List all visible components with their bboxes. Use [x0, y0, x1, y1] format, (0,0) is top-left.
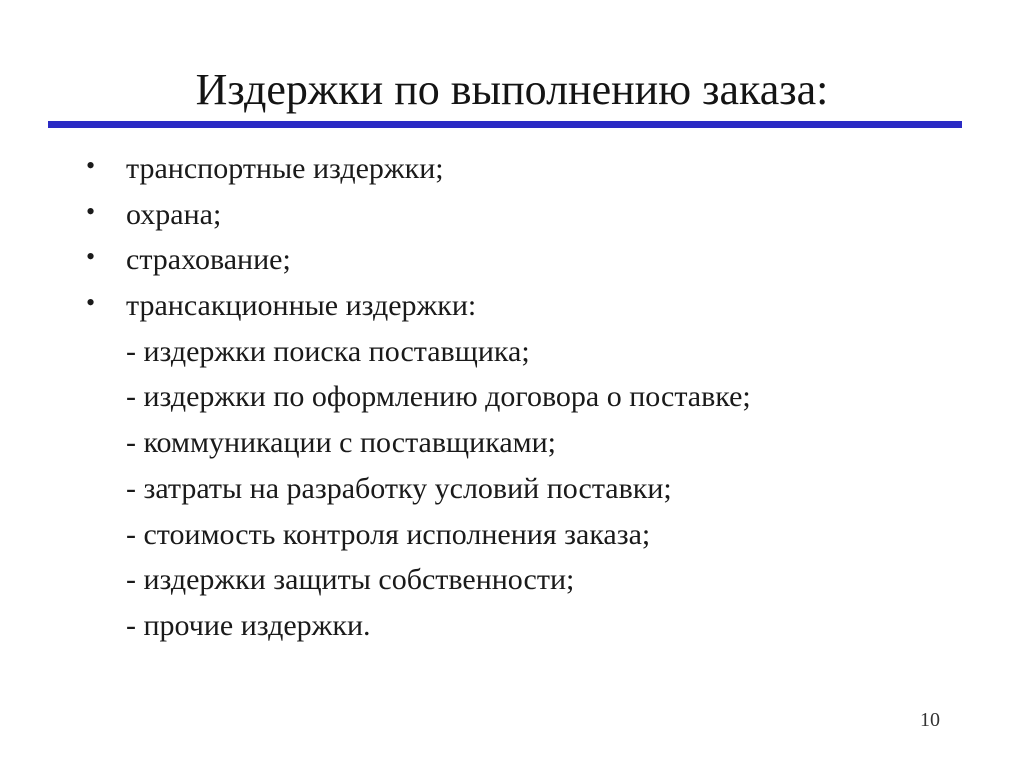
- sub-list-item: [0, 374, 1024, 420]
- slide-title: Издержки по выполнению заказа:: [195, 65, 829, 114]
- sub-list-item: [0, 512, 1024, 558]
- bullet-icon: •: [86, 242, 96, 272]
- sub-item-text: - прочие издержки.: [126, 608, 371, 642]
- page-number: 10: [920, 709, 940, 731]
- bullet-text: трансакционные издержки:: [126, 289, 477, 323]
- list-item: [0, 192, 1024, 238]
- list-item: [0, 237, 1024, 283]
- bullet-text: охрана;: [126, 197, 222, 231]
- sub-item-text: - стоимость контроля исполнения заказа;: [126, 517, 651, 551]
- list-item: [0, 283, 1024, 329]
- sub-item-text: - издержки защиты собственности;: [126, 563, 575, 597]
- bullet-icon: •: [86, 151, 96, 180]
- bullet-icon: •: [86, 196, 96, 226]
- sub-list-item: [0, 557, 1024, 603]
- bullet-text: транспортные издержки;: [126, 152, 444, 185]
- sub-item-text: - коммуникации с поставщиками;: [126, 426, 557, 460]
- sub-item-text: - издержки по оформлению договора о поставке;: [126, 380, 751, 414]
- sub-list-item: [0, 466, 1024, 512]
- bullet-icon: •: [86, 288, 96, 318]
- sub-list-item: [0, 603, 1024, 649]
- sub-list-item: [0, 420, 1024, 466]
- title-divider: [48, 121, 962, 128]
- sub-item-text: - затраты на разработку условий поставки;: [126, 471, 672, 505]
- cost-list: [0, 146, 1024, 649]
- sub-item-text: - издержки поиска поставщика;: [126, 334, 530, 368]
- sub-list-item: [0, 329, 1024, 375]
- list-item: [0, 146, 1024, 192]
- bullet-text: страхование;: [126, 243, 291, 277]
